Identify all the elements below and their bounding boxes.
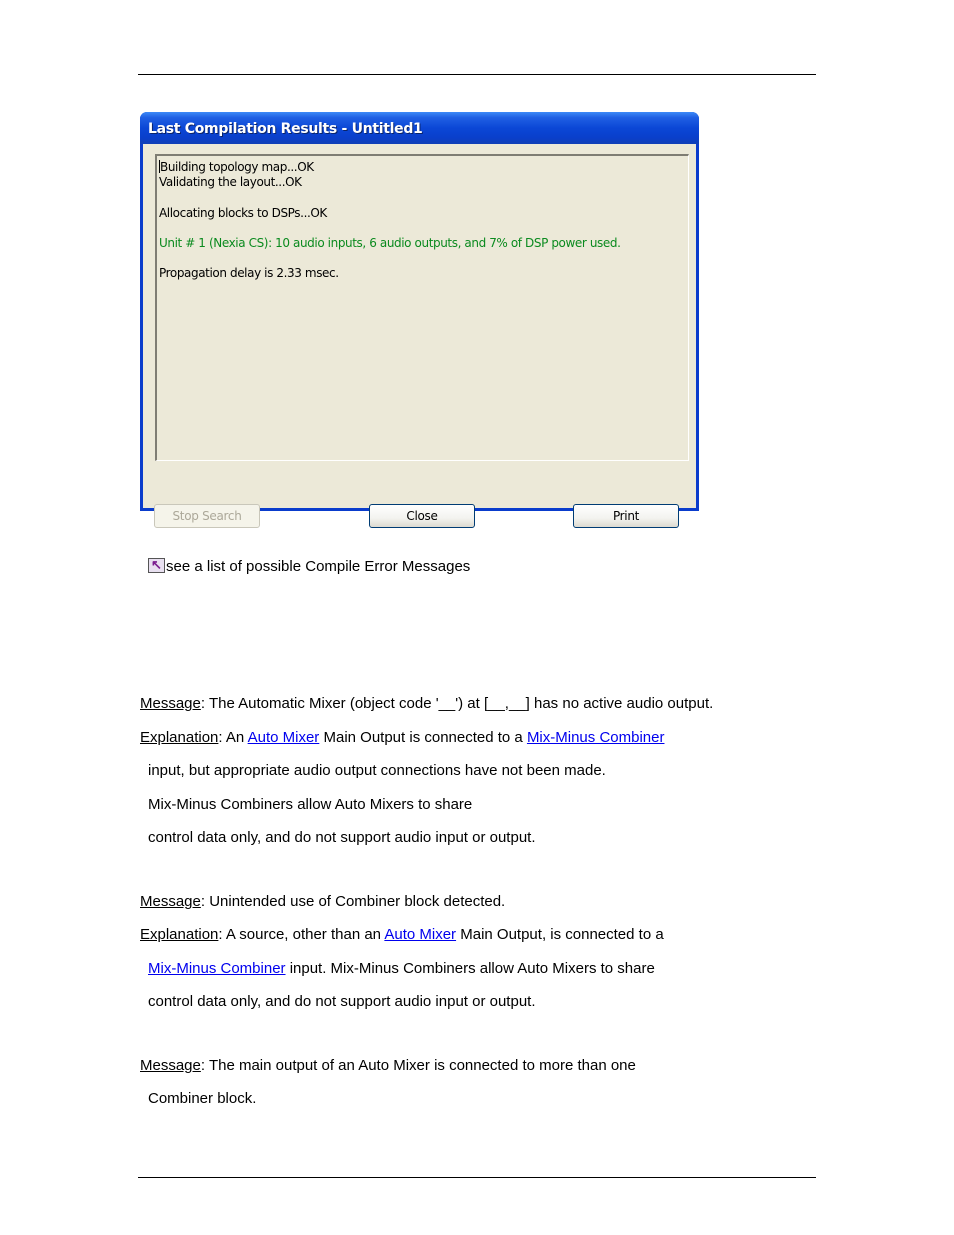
message-label: Message [140, 695, 201, 712]
log-line [159, 221, 688, 236]
explanation-text: : A source, other than an [218, 926, 385, 943]
message-label: Message [140, 1057, 201, 1074]
explanation-1 [140, 729, 664, 747]
message-3-line-2: Combiner block. [148, 1090, 257, 1107]
explanation-text: input. Mix-Minus Combiners allow Auto Mixers to share [285, 960, 655, 977]
explanation-2-line-3: control data only, and do not support audio input or output. [148, 993, 536, 1010]
message-text: : The Automatic Mixer (object code '__') at [__,__] has no active audio output. [200, 695, 714, 712]
message-label: Message [140, 893, 201, 910]
jump-arrow-icon[interactable] [148, 558, 165, 573]
stop-search-button[interactable]: Stop Search [154, 504, 260, 528]
error-list-link-text[interactable]: see a list of possible Compile Error Messages [166, 558, 471, 575]
log-line: Validating the layout...OK [159, 175, 302, 190]
auto-mixer-link[interactable]: Auto Mixer [384, 926, 457, 943]
mix-minus-combiner-link[interactable]: Mix-Minus Combiner [526, 729, 665, 746]
message-3 [140, 1057, 636, 1075]
text-caret [159, 160, 160, 173]
window-title: Last Compilation Results - Untitled1 [148, 121, 423, 137]
message-text: : The main output of an Auto Mixer is connected to more than one [200, 1057, 636, 1074]
message-1 [140, 695, 713, 713]
error-list-link[interactable] [148, 558, 470, 576]
compilation-log[interactable] [155, 154, 689, 461]
explanation-text: Main Output is connected to a [319, 729, 527, 746]
compilation-results-window [140, 112, 699, 523]
log-line [159, 190, 688, 205]
explanation-1-line-3: Mix-Minus Combiners allow Auto Mixers to share [148, 796, 473, 813]
log-line [159, 251, 688, 266]
log-line: Allocating blocks to DSPs...OK [159, 205, 327, 220]
print-button[interactable]: Print [573, 504, 679, 528]
header-rule [138, 74, 816, 75]
explanation-text: Main Output, is connected to a [456, 926, 664, 943]
message-2 [140, 893, 505, 911]
message-text: : Unintended use of Combiner block detected. [200, 893, 506, 910]
close-button[interactable]: Close [369, 504, 475, 528]
dialog-client-area [143, 144, 696, 523]
log-line: Propagation delay is 2.33 msec. [159, 266, 339, 281]
log-line: Building topology map...OK [160, 160, 314, 174]
explanation-2-line-2 [148, 960, 655, 978]
title-bar[interactable] [140, 112, 699, 144]
explanation-label: Explanation [140, 926, 219, 943]
auto-mixer-link[interactable]: Auto Mixer [247, 729, 320, 746]
explanation-1-line-2: input, but appropriate audio output connections have not been made. [148, 762, 606, 779]
explanation-2 [140, 926, 664, 944]
mix-minus-combiner-link[interactable]: Mix-Minus Combiner [148, 960, 286, 977]
explanation-1-line-4: control data only, and do not support audio input or output. [148, 829, 536, 846]
explanation-text: : An [218, 729, 248, 746]
explanation-label: Explanation [140, 729, 219, 746]
log-line: Unit # 1 (Nexia CS): 10 audio inputs, 6 audio outputs, and 7% of DSP power used. [159, 235, 621, 250]
footer-rule [138, 1177, 816, 1178]
